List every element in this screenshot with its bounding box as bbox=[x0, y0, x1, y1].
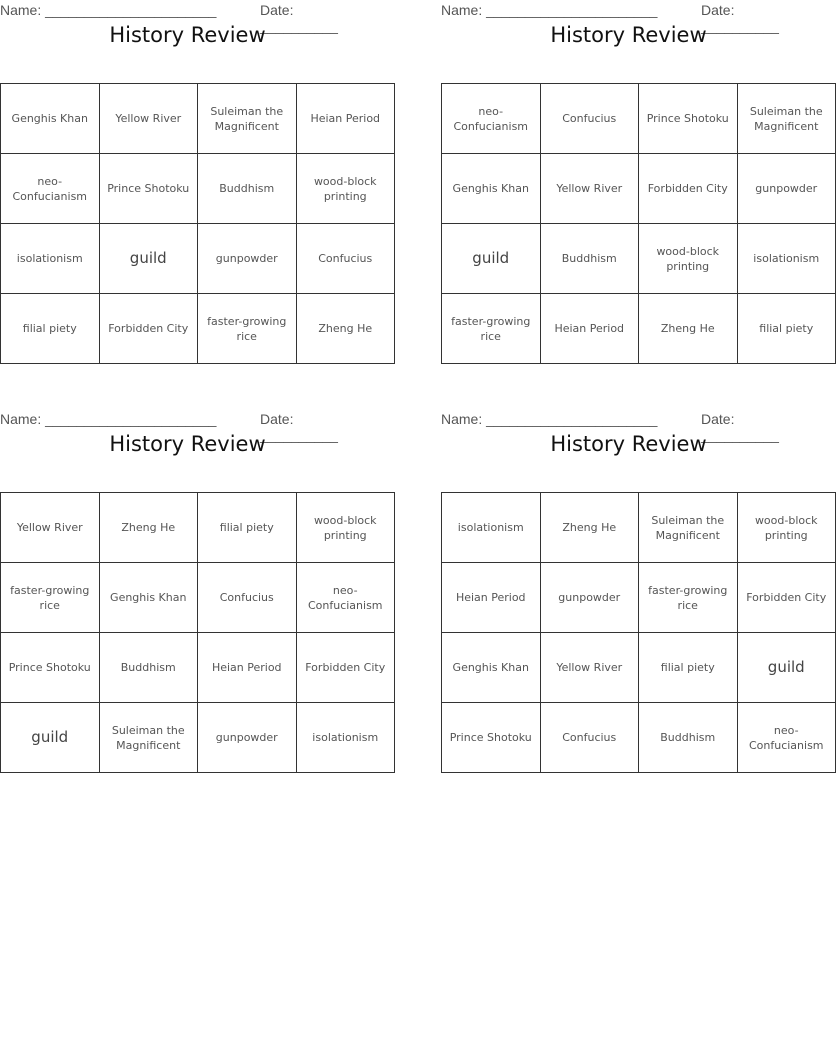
grid-cell: Zheng He bbox=[639, 294, 738, 364]
date-field: Date: __________ bbox=[260, 411, 338, 443]
grid-row bbox=[1, 703, 395, 773]
grid-cell: gunpowder bbox=[540, 563, 639, 633]
grid-cell: Heian Period bbox=[198, 633, 297, 703]
grid-cell: neo-Confucianism bbox=[737, 703, 836, 773]
grid-cell: Confucius bbox=[540, 84, 639, 154]
card-header bbox=[0, 0, 375, 34]
grid-cell: Prince Shotoku bbox=[1, 633, 100, 703]
grid-cell: neo-Confucianism bbox=[296, 563, 395, 633]
grid-cell: Suleiman the Magnificent bbox=[99, 703, 198, 773]
grid-cell: Buddhism bbox=[639, 703, 738, 773]
grid-row bbox=[1, 84, 395, 154]
date-field: Date: __________ bbox=[701, 2, 779, 34]
grid-cell: isolationism bbox=[1, 224, 100, 294]
card-header bbox=[441, 0, 816, 34]
grid-cell: guild bbox=[1, 703, 100, 773]
grid-cell: Forbidden City bbox=[99, 294, 198, 364]
grid-cell: faster-growing rice bbox=[1, 563, 100, 633]
grid-cell: Prince Shotoku bbox=[99, 154, 198, 224]
grid-cell: gunpowder bbox=[198, 703, 297, 773]
card-header bbox=[0, 409, 375, 443]
grid-cell: filial piety bbox=[737, 294, 836, 364]
grid-cell: Suleiman the Magnificent bbox=[737, 84, 836, 154]
name-field: Name: ______________________ bbox=[0, 2, 217, 18]
grid-cell: Prince Shotoku bbox=[639, 84, 738, 154]
grid-cell: neo-Confucianism bbox=[1, 154, 100, 224]
grid-row bbox=[1, 493, 395, 563]
grid-cell: filial piety bbox=[1, 294, 100, 364]
grid-cell: Yellow River bbox=[540, 633, 639, 703]
grid-row bbox=[1, 224, 395, 294]
grid-cell: faster-growing rice bbox=[639, 563, 738, 633]
grid-cell: Suleiman the Magnificent bbox=[639, 493, 738, 563]
grid-cell: Genghis Khan bbox=[442, 154, 541, 224]
grid-cell: Yellow River bbox=[99, 84, 198, 154]
grid-cell: Genghis Khan bbox=[442, 633, 541, 703]
bingo-grid bbox=[0, 83, 395, 364]
grid-cell: Yellow River bbox=[1, 493, 100, 563]
grid-cell: gunpowder bbox=[737, 154, 836, 224]
grid-cell: filial piety bbox=[639, 633, 738, 703]
grid-cell: guild bbox=[737, 633, 836, 703]
grid-row bbox=[1, 154, 395, 224]
grid-cell: Forbidden City bbox=[737, 563, 836, 633]
grid-cell: gunpowder bbox=[198, 224, 297, 294]
grid-cell: neo-Confucianism bbox=[442, 84, 541, 154]
grid-cell: Genghis Khan bbox=[99, 563, 198, 633]
grid-row bbox=[442, 563, 836, 633]
grid-cell: wood-block printing bbox=[296, 493, 395, 563]
grid-row bbox=[1, 294, 395, 364]
name-field: Name: ______________________ bbox=[441, 411, 658, 427]
grid-cell: Confucius bbox=[540, 703, 639, 773]
grid-row bbox=[442, 294, 836, 364]
grid-cell: Zheng He bbox=[99, 493, 198, 563]
grid-cell: Heian Period bbox=[540, 294, 639, 364]
grid-cell: Zheng He bbox=[296, 294, 395, 364]
bingo-card bbox=[0, 409, 386, 752]
grid-cell: isolationism bbox=[442, 493, 541, 563]
grid-cell: Confucius bbox=[198, 563, 297, 633]
bingo-grid bbox=[441, 83, 836, 364]
grid-row bbox=[1, 563, 395, 633]
grid-row bbox=[442, 84, 836, 154]
grid-cell: isolationism bbox=[296, 703, 395, 773]
grid-row bbox=[1, 633, 395, 703]
date-field: Date: __________ bbox=[701, 411, 779, 443]
grid-cell: Forbidden City bbox=[296, 633, 395, 703]
grid-cell: wood-block printing bbox=[639, 224, 738, 294]
bingo-grid bbox=[441, 492, 836, 773]
name-field: Name: ______________________ bbox=[0, 411, 217, 427]
card-title: History Review bbox=[550, 432, 707, 456]
card-header bbox=[441, 409, 816, 443]
grid-row bbox=[442, 224, 836, 294]
grid-cell: Suleiman the Magnificent bbox=[198, 84, 297, 154]
name-field: Name: ______________________ bbox=[441, 2, 658, 18]
bingo-card bbox=[441, 0, 823, 343]
grid-cell: Prince Shotoku bbox=[442, 703, 541, 773]
bingo-card bbox=[441, 409, 827, 752]
grid-cell: guild bbox=[442, 224, 541, 294]
grid-cell: filial piety bbox=[198, 493, 297, 563]
grid-cell: Buddhism bbox=[198, 154, 297, 224]
grid-cell: Genghis Khan bbox=[1, 84, 100, 154]
card-title: History Review bbox=[109, 432, 266, 456]
grid-cell: Confucius bbox=[296, 224, 395, 294]
card-title: History Review bbox=[109, 23, 266, 47]
card-title: History Review bbox=[550, 23, 707, 47]
grid-cell: Zheng He bbox=[540, 493, 639, 563]
grid-cell: faster-growing rice bbox=[442, 294, 541, 364]
grid-cell: Yellow River bbox=[540, 154, 639, 224]
grid-cell: wood-block printing bbox=[737, 493, 836, 563]
grid-row bbox=[442, 154, 836, 224]
grid-cell: Buddhism bbox=[99, 633, 198, 703]
grid-row bbox=[442, 633, 836, 703]
grid-cell: Buddhism bbox=[540, 224, 639, 294]
bingo-card bbox=[0, 0, 381, 343]
bingo-grid bbox=[0, 492, 395, 773]
date-field: Date: __________ bbox=[260, 2, 338, 34]
grid-cell: wood-block printing bbox=[296, 154, 395, 224]
grid-row bbox=[442, 493, 836, 563]
grid-row bbox=[442, 703, 836, 773]
grid-cell: isolationism bbox=[737, 224, 836, 294]
grid-cell: Heian Period bbox=[296, 84, 395, 154]
grid-cell: Heian Period bbox=[442, 563, 541, 633]
grid-cell: guild bbox=[99, 224, 198, 294]
grid-cell: faster-growing rice bbox=[198, 294, 297, 364]
grid-cell: Forbidden City bbox=[639, 154, 738, 224]
